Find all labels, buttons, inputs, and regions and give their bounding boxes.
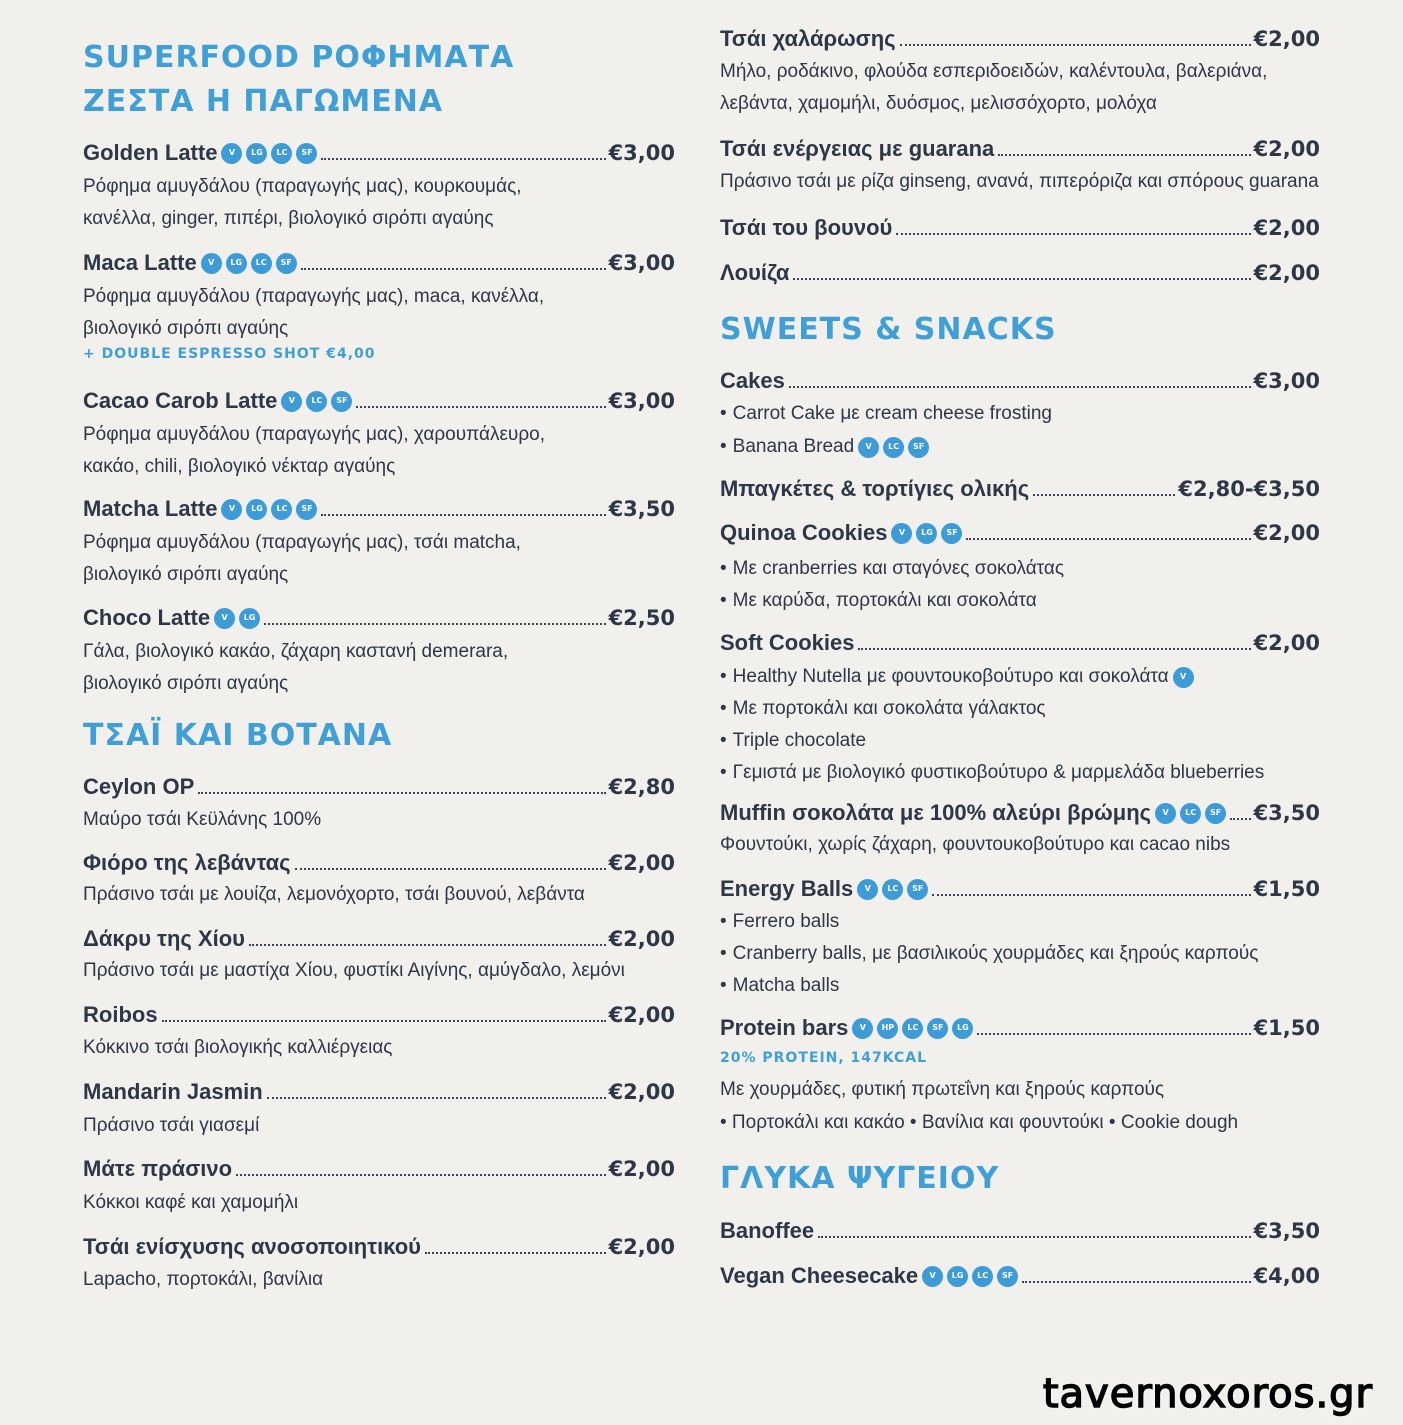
item-name: Τσάι χαλάρωσης [720, 26, 896, 51]
item-description: Γάλα, βιολογικό κακάο, ζάχαρη καστανή demerara, [83, 641, 509, 662]
low-gi-badge-icon: LG [239, 608, 260, 629]
sugar-free-badge-icon: SF [296, 499, 317, 520]
item-name: Quinoa Cookies [720, 520, 888, 545]
bullet-item [720, 586, 1037, 616]
item-description: Πράσινο τσάι με ρίζα ginseng, ανανά, πιπερόριζα και σπόρους guarana [720, 171, 1319, 192]
vegan-badge-icon: V [201, 253, 222, 274]
diet-badges [891, 523, 962, 544]
menu-item-vegan-cheesecake [720, 1261, 1320, 1291]
diet-badges [221, 143, 317, 164]
item-price: €2,00 [1253, 631, 1320, 655]
menu-item-louiza [720, 258, 1320, 288]
dot-leader [858, 648, 1250, 650]
low-gi-badge-icon: LG [952, 1018, 973, 1039]
sugar-free-badge-icon: SF [941, 523, 962, 544]
sugar-free-badge-icon: SF [331, 391, 352, 412]
item-description: βιολογικό σιρόπι αγαύης [83, 318, 289, 339]
menu-item-mandarin [83, 1077, 675, 1107]
dot-leader [236, 1174, 606, 1176]
menu-item-fioro [83, 848, 675, 878]
bullet-text: Banana Bread [732, 436, 855, 457]
low-carb-badge-icon: LC [902, 1018, 923, 1039]
item-name: Τσάι ενέργειας με guarana [720, 136, 995, 161]
menu-item-matcha-latte [83, 494, 675, 524]
dot-leader [425, 1252, 606, 1254]
item-price: €3,50 [1253, 1219, 1320, 1243]
dot-leader [264, 623, 605, 625]
dot-leader [356, 406, 605, 408]
menu-item-golden-latte [83, 138, 675, 168]
item-price: €2,00 [608, 1003, 675, 1027]
vegan-badge-icon: V [858, 437, 879, 458]
vegan-badge-icon: V [1173, 667, 1194, 688]
item-price: €2,00 [1253, 27, 1320, 51]
dot-leader [267, 1097, 606, 1099]
item-description: κανέλλα, ginger, πιπέρι, βιολογικό σιρόπι αγαύης [83, 208, 494, 229]
sugar-free-badge-icon: SF [927, 1018, 948, 1039]
bullet-item [720, 907, 839, 937]
menu-item-energy-tea [720, 134, 1320, 164]
item-price: €3,50 [608, 497, 675, 521]
sugar-free-badge-icon: SF [1205, 803, 1226, 824]
item-price: €3,50 [1253, 801, 1320, 825]
bullet-item [720, 939, 1258, 969]
vegan-badge-icon: V [221, 143, 242, 164]
bullet-item [720, 758, 1264, 788]
dot-leader [295, 868, 606, 870]
item-price: €3,00 [608, 141, 675, 165]
dot-leader [998, 154, 1250, 156]
low-carb-badge-icon: LC [972, 1266, 993, 1287]
bullet-item [720, 432, 929, 462]
item-description: βιολογικό σιρόπι αγαύης [83, 564, 289, 585]
bullet-icon: • [720, 403, 727, 424]
menu-item-protein-bars [720, 1013, 1320, 1043]
espresso-addon-note: + DOUBLE ESPRESSO SHOT €4,00 [83, 346, 376, 362]
item-price: €2,00 [608, 1235, 675, 1259]
menu-item-soft-cookies [720, 628, 1320, 658]
menu-item-energy-balls [720, 874, 1320, 904]
item-price: €3,00 [1253, 369, 1320, 393]
bullet-icon: • [720, 943, 727, 964]
diet-badges [1155, 803, 1226, 824]
menu-item-immune [83, 1232, 675, 1262]
dot-leader [818, 1236, 1250, 1238]
dot-leader [896, 233, 1250, 235]
item-name: Μπαγκέτες & τορτίγιες ολικής [720, 476, 1030, 501]
bullet-icon: • [720, 730, 727, 751]
dot-leader [162, 1020, 606, 1022]
low-gi-badge-icon: LG [916, 523, 937, 544]
item-price: €2,50 [608, 606, 675, 630]
item-price: €2,00 [1253, 261, 1320, 285]
bullet-icon: • [720, 975, 727, 996]
item-description: Ρόφημα αμυγδάλου (παραγωγής μας), τσάι matcha, [83, 532, 521, 553]
sugar-free-badge-icon: SF [997, 1266, 1018, 1287]
item-name: Choco Latte [83, 605, 211, 630]
item-price: €2,00 [1253, 521, 1320, 545]
diet-badges [858, 437, 929, 458]
bullet-icon: • [720, 666, 727, 687]
low-carb-badge-icon: LC [883, 437, 904, 458]
item-description: Πράσινο τσάι με μαστίχα Χίου, φυστίκι Αιγίνης, αμύγδαλο, λεμόνι [83, 960, 625, 981]
item-name: Φιόρο της λεβάντας [83, 850, 291, 875]
low-carb-badge-icon: LC [271, 143, 292, 164]
diet-badges [922, 1266, 1018, 1287]
item-price: €2,00 [608, 1080, 675, 1104]
low-gi-badge-icon: LG [246, 143, 267, 164]
item-name: Δάκρυ της Χίου [83, 926, 245, 951]
bullet-icon: • [720, 436, 727, 457]
dot-leader [198, 792, 605, 794]
item-description: Ρόφημα αμυγδάλου (παραγωγής μας), χαρουπάλευρο, [83, 424, 545, 445]
bullet-item [720, 399, 1052, 429]
dot-leader [249, 944, 606, 946]
item-price: €4,00 [1253, 1264, 1320, 1288]
sugar-free-badge-icon: SF [907, 879, 928, 900]
dot-leader [301, 268, 606, 270]
item-description: κακάο, chili, βιολογικό νέκταρ αγαύης [83, 456, 396, 477]
bullet-icon: • [720, 558, 727, 579]
low-carb-badge-icon: LC [1180, 803, 1201, 824]
dot-leader [932, 894, 1250, 896]
bullet-item [720, 694, 1046, 724]
item-name: Λουίζα [720, 260, 790, 285]
sugar-free-badge-icon: SF [908, 437, 929, 458]
bullet-icon: • [720, 911, 727, 932]
menu-item-cakes [720, 366, 1320, 396]
bullet-text: Healthy Nutella με φουντουκοβούτυρο και σοκολάτα [732, 666, 1169, 687]
high-protein-badge-icon: HP [877, 1018, 898, 1039]
dot-leader [1033, 494, 1175, 496]
item-name: Roibos [83, 1002, 158, 1027]
bullet-icon: • [720, 762, 727, 783]
item-description: Φουντούκι, χωρίς ζάχαρη, φουντουκοβούτυρο και cacao nibs [720, 834, 1231, 855]
item-description: Πράσινο τσάι με λουίζα, λεμονόχορτο, τσάι βουνού, λεβάντα [83, 884, 585, 905]
item-name: Soft Cookies [720, 630, 855, 655]
dot-leader [793, 278, 1250, 280]
item-price: €2,00 [1253, 216, 1320, 240]
menu-item-relax-tea [720, 24, 1320, 54]
menu-item-muffin [720, 798, 1320, 828]
dot-leader [1230, 818, 1250, 820]
low-carb-badge-icon: LC [306, 391, 327, 412]
low-carb-badge-icon: LC [271, 499, 292, 520]
item-name: Golden Latte [83, 140, 218, 165]
item-price: €3,00 [608, 251, 675, 275]
item-price: €1,50 [1253, 877, 1320, 901]
diet-badges [857, 879, 928, 900]
menu-item-mate [83, 1154, 675, 1184]
item-price: €1,50 [1253, 1016, 1320, 1040]
protein-note: 20% PROTEIN, 147KCAL [720, 1050, 928, 1066]
item-name: Protein bars [720, 1015, 849, 1040]
item-name: Τσάι ενίσχυσης ανοσοποιητικού [83, 1234, 421, 1259]
bullet-text: Με καρύδα, πορτοκάλι και σοκολάτα [732, 590, 1037, 611]
low-carb-badge-icon: LC [251, 253, 272, 274]
item-name: Mandarin Jasmin [83, 1079, 263, 1104]
dot-leader [789, 386, 1251, 388]
sugar-free-badge-icon: SF [276, 253, 297, 274]
item-price: €2,80 [608, 775, 675, 799]
bullet-text: Carrot Cake με cream cheese frosting [732, 403, 1052, 424]
item-description: • Πορτοκάλι και κακάο • Βανίλια και φουντούκι • Cookie dough [720, 1112, 1239, 1133]
menu-item-choco-latte [83, 603, 675, 633]
item-name: Cacao Carob Latte [83, 388, 278, 413]
dot-leader [321, 158, 605, 160]
bullet-text: Matcha balls [732, 975, 840, 996]
item-name: Τσάι του βουνού [720, 215, 893, 240]
item-description: Lapacho, πορτοκάλι, βανίλια [83, 1269, 324, 1290]
bullet-item [720, 726, 866, 756]
menu-item-baguettes [720, 474, 1320, 504]
item-description: λεβάντα, χαμομήλι, δυόσμος, μελισσόχορτο, μολόχα [720, 93, 1157, 114]
item-description: Ρόφημα αμυγδάλου (παραγωγής μας), maca, κανέλλα, [83, 286, 545, 307]
item-name: Matcha Latte [83, 496, 218, 521]
vegan-badge-icon: V [1155, 803, 1176, 824]
bullet-text: Ferrero balls [732, 911, 840, 932]
dot-leader [1022, 1281, 1250, 1283]
diet-badges [221, 499, 317, 520]
item-price: €3,00 [608, 389, 675, 413]
bullet-text: Cranberry balls, με βασιλικούς χουρμάδες και ξηρούς καρπούς [732, 943, 1259, 964]
bullet-item [720, 662, 1194, 692]
diet-badges [1173, 667, 1194, 688]
section-title-tea: ΤΣΑΪ ΚΑΙ ΒΟΤΑΝΑ [83, 718, 393, 753]
bullet-icon: • [720, 698, 727, 719]
diet-badges [852, 1018, 973, 1039]
menu-item-quinoa-cookies [720, 518, 1320, 548]
bullet-text: Με πορτοκάλι και σοκολάτα γάλακτος [732, 698, 1046, 719]
low-gi-badge-icon: LG [246, 499, 267, 520]
menu-item-maca-latte [83, 248, 675, 278]
bullet-item [720, 554, 1064, 584]
section-title-fridge: ΓΛΥΚΑ ΨΥΓΕΙΟΥ [720, 1161, 1000, 1196]
vegan-badge-icon: V [852, 1018, 873, 1039]
bullet-icon: • [720, 590, 727, 611]
menu-item-roibos [83, 1000, 675, 1030]
item-price: €2,00 [1253, 137, 1320, 161]
diet-badges [281, 391, 352, 412]
vegan-badge-icon: V [857, 879, 878, 900]
vegan-badge-icon: V [221, 499, 242, 520]
item-description: Πράσινο τσάι γιασεμί [83, 1115, 260, 1136]
bullet-text: Triple chocolate [732, 730, 867, 751]
dot-leader [900, 44, 1251, 46]
low-gi-badge-icon: LG [947, 1266, 968, 1287]
item-name: Cakes [720, 368, 785, 393]
item-price: €2,80-€3,50 [1178, 477, 1320, 501]
section-title-superfood: SUPERFOOD ΡΟΦΗΜΑΤΑ [83, 40, 515, 75]
diet-badges [201, 253, 297, 274]
section-title-superfood-line2: ΖΕΣΤΑ Η ΠΑΓΩΜΕΝΑ [83, 84, 444, 119]
item-price: €2,00 [608, 851, 675, 875]
watermark: tavernoxoros.gr [1042, 1371, 1373, 1417]
low-gi-badge-icon: LG [226, 253, 247, 274]
item-name: Vegan Cheesecake [720, 1263, 919, 1288]
item-description: Ρόφημα αμυγδάλου (παραγωγής μας), κουρκουμάς, [83, 176, 522, 197]
item-name: Maca Latte [83, 250, 197, 275]
item-name: Ceylon OP [83, 774, 195, 799]
menu-item-ceylon [83, 772, 675, 802]
bullet-item [720, 971, 839, 1001]
item-description: Μήλο, ροδάκινο, φλούδα εσπεριδοειδών, καλέντουλα, βαλεριάνα, [720, 61, 1268, 82]
item-name: Energy Balls [720, 876, 854, 901]
bullet-text: Με cranberries και σταγόνες σοκολάτας [732, 558, 1065, 579]
item-name: Muffin σοκολάτα με 100% αλεύρι βρώμης [720, 800, 1152, 825]
menu-item-cacao-carob-latte [83, 386, 675, 416]
vegan-badge-icon: V [891, 523, 912, 544]
dot-leader [966, 538, 1250, 540]
item-description: βιολογικό σιρόπι αγαύης [83, 673, 289, 694]
item-name: Μάτε πράσινο [83, 1156, 233, 1181]
section-title-sweets: SWEETS & SNACKS [720, 312, 1057, 347]
item-description: Κόκκινο τσάι βιολογικής καλλιέργειας [83, 1037, 393, 1058]
item-description: Κόκκοι καφέ και χαμομήλι [83, 1192, 299, 1213]
vegan-badge-icon: V [922, 1266, 943, 1287]
vegan-badge-icon: V [214, 608, 235, 629]
item-price: €2,00 [608, 927, 675, 951]
sugar-free-badge-icon: SF [296, 143, 317, 164]
menu-item-dakru [83, 924, 675, 954]
menu-item-mountain-tea [720, 213, 1320, 243]
diet-badges [214, 608, 260, 629]
bullet-text: Γεμιστά με βιολογικό φυστικοβούτυρο & μαρμελάδα blueberries [732, 762, 1265, 783]
item-description: Με χουρμάδες, φυτική πρωτεΐνη και ξηρούς καρπούς [720, 1079, 1165, 1100]
low-carb-badge-icon: LC [882, 879, 903, 900]
item-description: Μαύρο τσάι Κεϋλάνης 100% [83, 809, 322, 830]
menu-item-banoffee [720, 1216, 1320, 1246]
dot-leader [977, 1033, 1250, 1035]
vegan-badge-icon: V [281, 391, 302, 412]
item-price: €2,00 [608, 1157, 675, 1181]
dot-leader [321, 514, 605, 516]
item-name: Banoffee [720, 1218, 815, 1243]
